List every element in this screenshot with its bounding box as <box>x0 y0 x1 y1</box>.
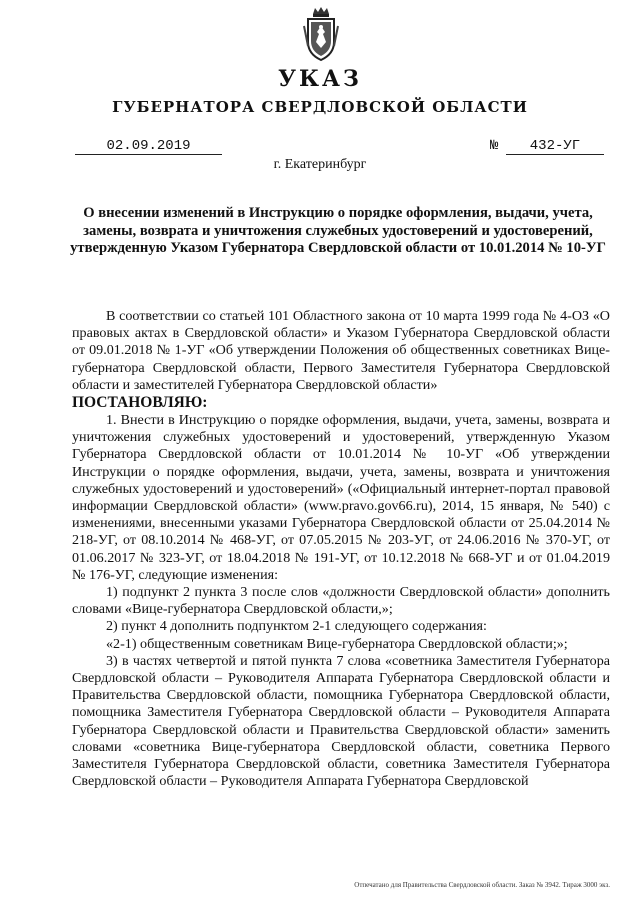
document-heading: О внесении изменений в Инструкцию о порядке оформления, выдачи, учета, замены, возврата и уничтожения служебных удостоверений и удостоверений, утвержденную Указом Губернатора Свердловской области от 10.01.2014 № 10-УГ <box>70 205 606 256</box>
number-label: № <box>490 138 499 154</box>
document-date: 02.09.2019 <box>75 138 222 155</box>
paragraph-5: 3) в частях четвертой и пятой пункта 7 слова «советника Заместителя Губернатора Свердловской области – Руководителя Аппарата Губернатора Свердловской области и Правительства Свердловской области, помощника Губернатора Свердловской области, помощника Заместителя Губернатора Свердловской области – Руководителя Аппарата Губернатора Свердловской области и Правительства Свердловской области» заменить словами «советника Вице-губернатора Свердловской области, советника Первого Заместителя Губернатора Свердловской области, советника Заместителя Губернатора Свердловской области – Руководителя Аппарата Губернатора Свердловской <box>72 652 610 790</box>
resolve-heading: ПОСТАНОВЛЯЮ: <box>72 394 208 412</box>
paragraph-4: «2-1) общественным советникам Вице-губернатора Свердловской области;»; <box>106 635 568 652</box>
paragraph-3: 2) пункт 4 дополнить подпунктом 2-1 следующего содержания: <box>106 618 487 635</box>
print-footer: Отпечатано для Правительства Свердловской области. Заказ № 3942. Тираж 3000 экз. <box>354 881 610 889</box>
paragraph-2: 1) подпункт 2 пункта 3 после слов «должности Свердловской области» дополнить словами «Вице-губернатора Свердловской области,»; <box>72 584 610 618</box>
document-city: г. Екатеринбург <box>273 157 367 172</box>
coat-of-arms-emblem <box>303 6 339 64</box>
document-number: 432-УГ <box>506 138 604 155</box>
intro-paragraph: В соответствии со статьей 101 Областного закона от 10 марта 1999 года № 4-ОЗ «О правовых актах в Свердловской области» и Указом Губернатора Свердловской области от 09.01.2018 № 1-УГ «Об утверждении Положения об общественных советниках Вице-губернатора Свердловской области, Первого Заместителя Губернатора Свердловской области и заместителей Губернатора Свердловской области» <box>72 308 610 393</box>
paragraph-1: 1. Внести в Инструкцию о порядке оформления, выдачи, учета, замены, возврата и уничтожения служебных удостоверений и удостоверений, утвержденную Указом Губернатора Свердловской области от 10.01.2014 № 10-УГ «Об утверждении Инструкции о порядке оформления, выдачи, учета, замены, возврата и уничтожения служебных удостоверений и удостоверений» («Официальный интернет-портал правовой информации Свердловской области» (www.pravo.gov66.ru), 2014, 15 января, № 540) с изменениями, внесенными указами Губернатора Свердловской области от 25.04.2014 № 218-УГ, от 08.10.2014 № 468-УГ, от 07.05.2015 № 203-УГ, от 24.06.2016 № 370-УГ, от 01.06.2017 № 323-УГ, от 18.04.2018 № 191-УГ, от 10.12.2018 № 668-УГ и от 01.04.2019 № 176-УГ, следующие изменения: <box>72 412 610 583</box>
document-subtitle: ГУБЕРНАТОРА СВЕРДЛОВСКОЙ ОБЛАСТИ <box>112 98 528 116</box>
document-title: УКАЗ <box>278 66 362 92</box>
document-body <box>72 308 610 790</box>
